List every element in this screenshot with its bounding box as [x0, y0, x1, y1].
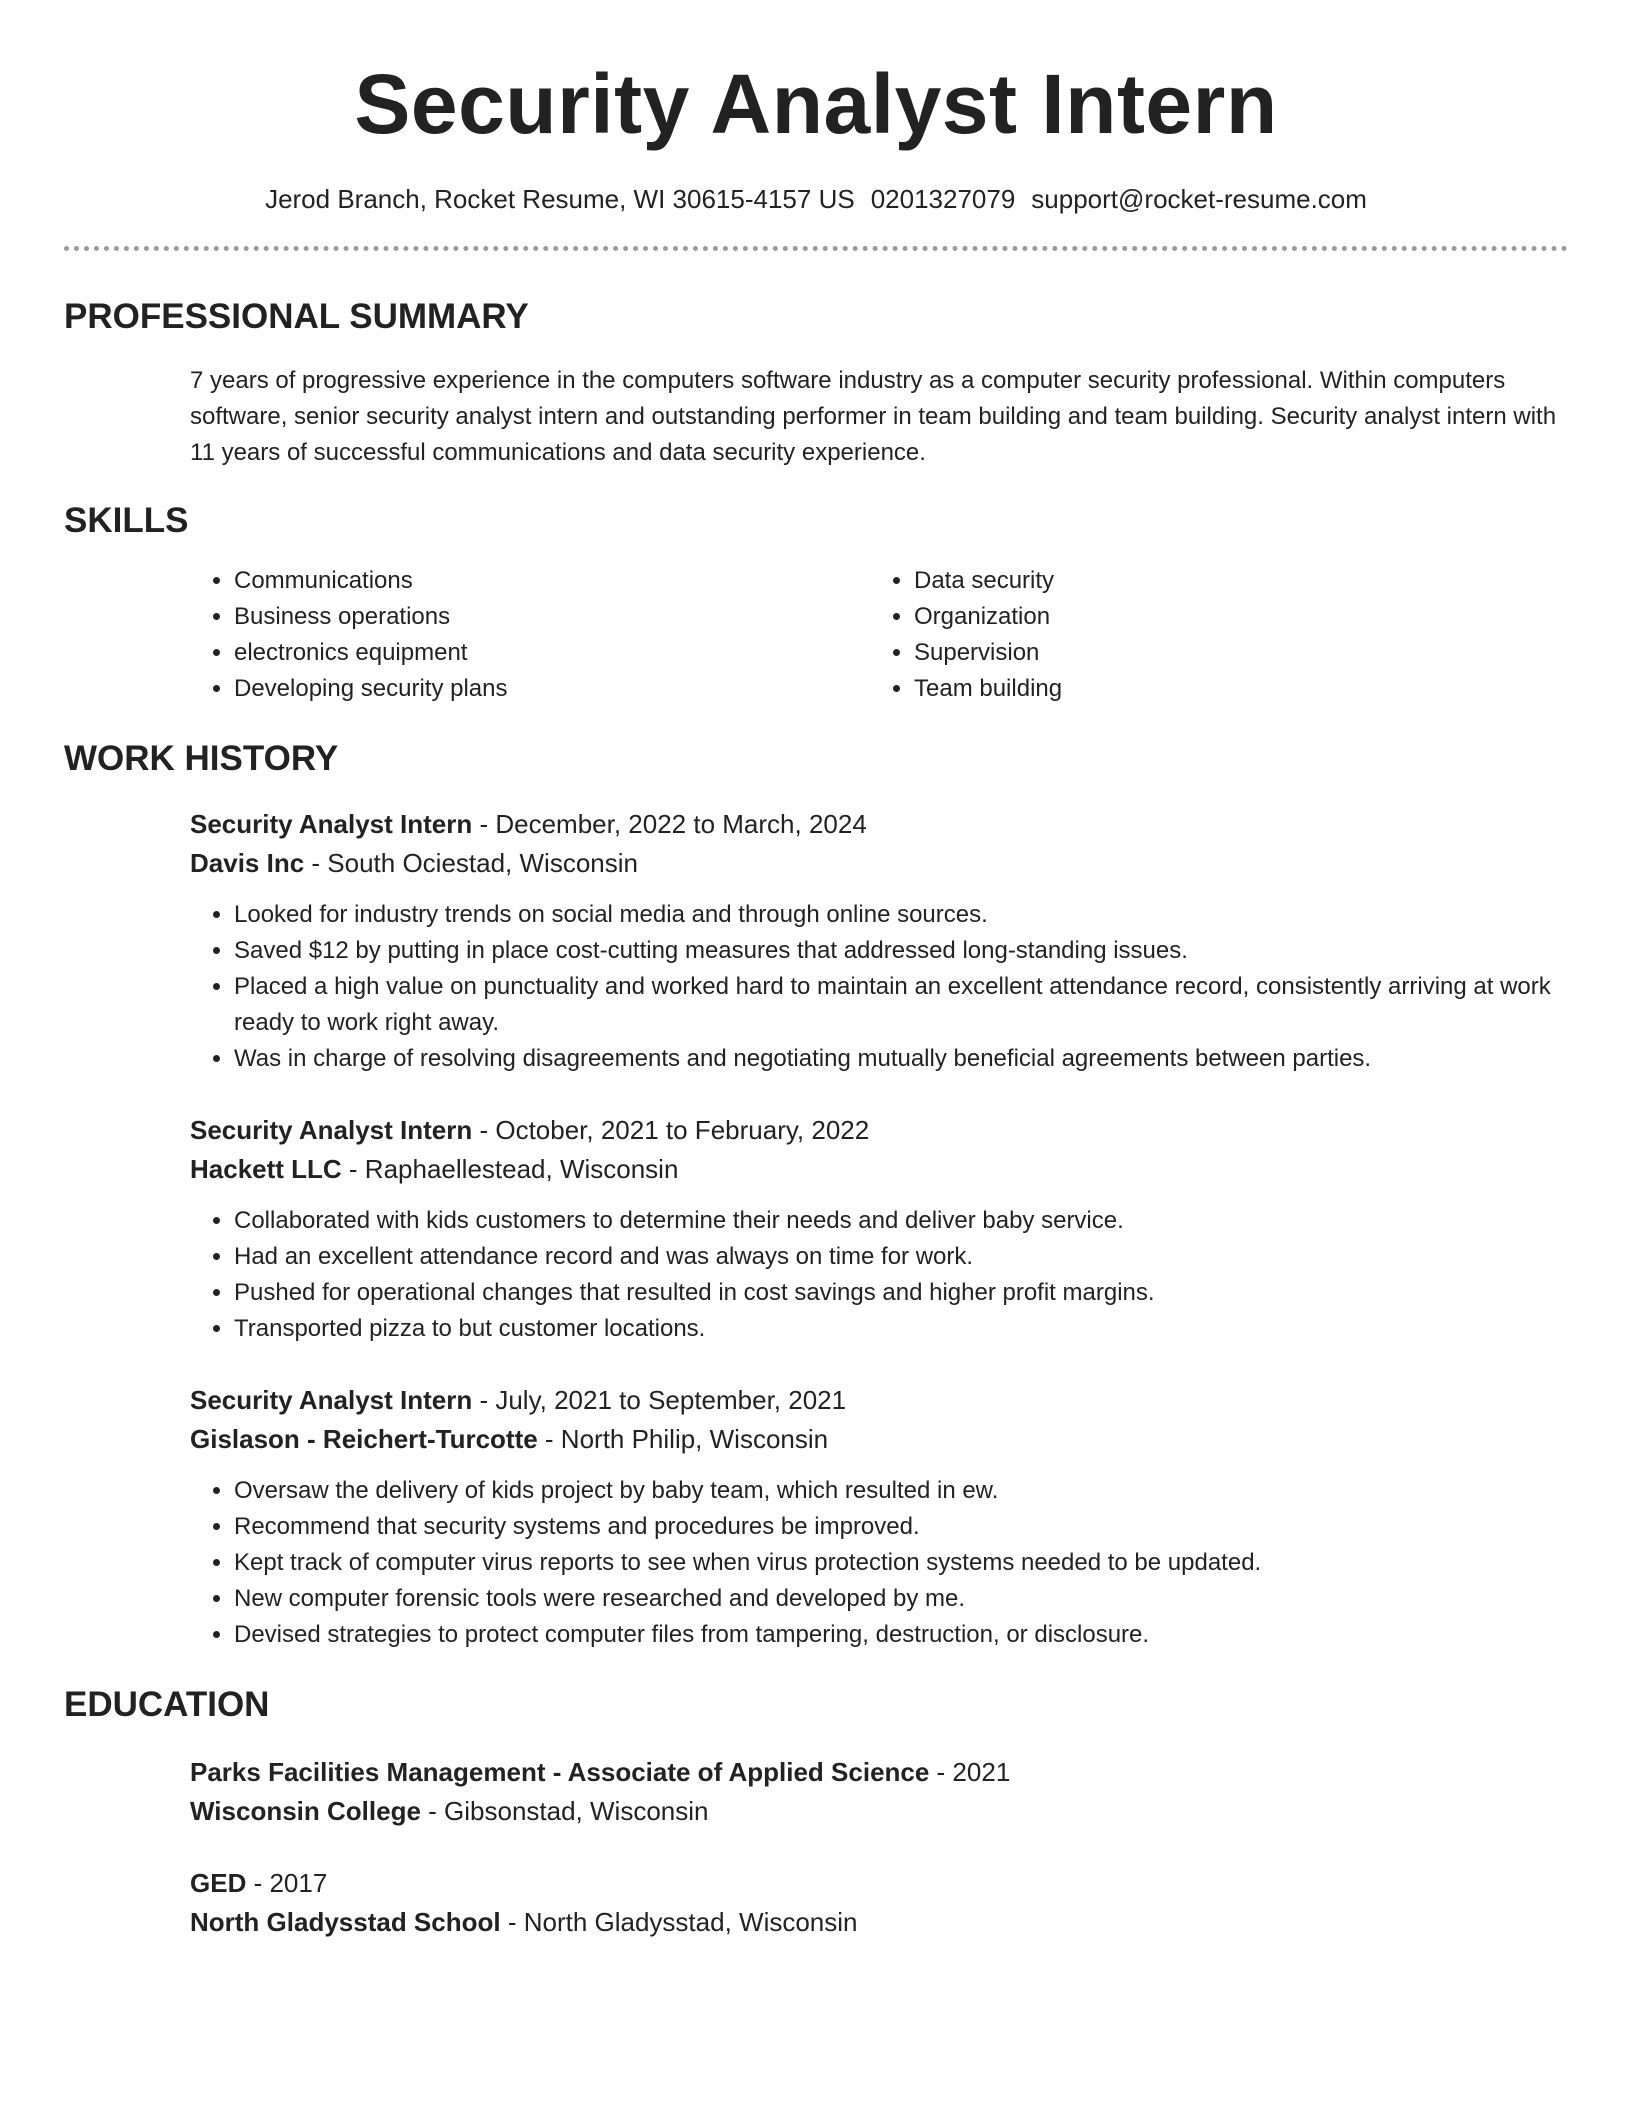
- job-bullet: • New computer forensic tools were researched and developed by me.: [234, 1581, 1568, 1617]
- edu-school-line: [190, 1903, 1568, 1942]
- job-bullet: • Devised strategies to protect computer files from tampering, destruction, or disclosure.: [234, 1617, 1568, 1653]
- job-bullet: • Pushed for operational changes that resulted in cost savings and higher profit margins.: [234, 1275, 1568, 1311]
- job-title-line: [190, 1111, 1568, 1150]
- skill-item: • Business operations: [234, 599, 870, 635]
- job-bullet: • Looked for industry trends on social media and through online sources.: [234, 897, 1568, 933]
- skills-section: [64, 499, 1568, 707]
- job-company: Gislason - Reichert-Turcotte: [190, 1424, 538, 1454]
- job-company-line: [190, 1420, 1568, 1459]
- skill-item: • electronics equipment: [234, 635, 870, 671]
- job-title: Security Analyst Intern: [190, 1115, 473, 1145]
- skill-item: • Team building: [914, 671, 1550, 707]
- job-bullet: • Kept track of computer virus reports to see when virus protection systems needed to be updated.: [234, 1545, 1568, 1581]
- skill-item: • Supervision: [914, 635, 1550, 671]
- work-history-section: [64, 737, 1568, 1653]
- edu-school: North Gladysstad School: [190, 1907, 501, 1937]
- contact-line: [64, 182, 1568, 216]
- job-entry: [190, 1111, 1568, 1347]
- skill-item: • Communications: [234, 563, 870, 599]
- skills-heading: SKILLS: [64, 501, 189, 540]
- job-entry: [190, 805, 1568, 1077]
- job-bullets: [190, 1203, 1568, 1347]
- header-divider: [64, 246, 1568, 251]
- education-heading: EDUCATION: [64, 1685, 270, 1724]
- edu-degree-line: [190, 1864, 1568, 1903]
- job-location: - South Ociestad, Wisconsin: [304, 848, 638, 878]
- job-bullet: • Was in charge of resolving disagreements and negotiating mutually beneficial agreements between parties.: [234, 1041, 1568, 1077]
- contact-phone: 0201327079: [870, 184, 1016, 214]
- education-section: [64, 1683, 1568, 1942]
- job-location: - Raphaellestead, Wisconsin: [341, 1154, 679, 1184]
- skills-column-left: [190, 563, 870, 707]
- job-title: Security Analyst Intern: [190, 809, 473, 839]
- edu-school-line: [190, 1792, 1568, 1831]
- job-company: Hackett LLC: [190, 1154, 342, 1184]
- contact-email: support@rocket-resume.com: [1031, 184, 1367, 214]
- job-bullet: • Collaborated with kids customers to determine their needs and deliver baby service.: [234, 1203, 1568, 1239]
- job-bullet: • Placed a high value on punctuality and worked hard to maintain an excellent attendance record, consistently arriving at work ready to work right away.: [234, 969, 1568, 1041]
- job-bullet: • Saved $12 by putting in place cost-cutting measures that addressed long-standing issues.: [234, 933, 1568, 969]
- summary-heading: PROFESSIONAL SUMMARY: [64, 297, 529, 336]
- job-entry: [190, 1381, 1568, 1653]
- job-title-line: [190, 805, 1568, 844]
- work-history-heading: WORK HISTORY: [64, 739, 339, 778]
- job-title-line: [190, 1381, 1568, 1420]
- edu-school: Wisconsin College: [190, 1796, 421, 1826]
- skill-item: • Data security: [914, 563, 1550, 599]
- summary-text: 7 years of progressive experience in the computers software industry as a computer security professional. Within computers software, senior security analyst intern and outstanding performer in team building and team building. Security analyst intern with 11 years of successful communications and data security experience.: [190, 367, 1557, 466]
- skills-column-right: [870, 563, 1550, 707]
- skill-item: • Developing security plans: [234, 671, 870, 707]
- job-bullet: • Recommend that security systems and procedures be improved.: [234, 1509, 1568, 1545]
- skill-item: • Organization: [914, 599, 1550, 635]
- job-bullet: • Had an excellent attendance record and was always on time for work.: [234, 1239, 1568, 1275]
- resume-title: Security Analyst Intern: [354, 57, 1278, 151]
- edu-degree: GED: [190, 1868, 247, 1898]
- job-bullet: • Transported pizza to but customer locations.: [234, 1311, 1568, 1347]
- edu-location: - North Gladysstad, Wisconsin: [500, 1907, 858, 1937]
- job-company: Davis Inc: [190, 848, 305, 878]
- job-location: - North Philip, Wisconsin: [537, 1424, 829, 1454]
- education-entry: [190, 1753, 1568, 1831]
- edu-year: - 2021: [929, 1757, 1011, 1787]
- job-dates: - July, 2021 to September, 2021: [472, 1385, 847, 1415]
- job-title: Security Analyst Intern: [190, 1385, 473, 1415]
- edu-degree-line: [190, 1753, 1568, 1792]
- resume-header: [64, 52, 1568, 216]
- skills-list: [190, 563, 1568, 707]
- job-company-line: [190, 1150, 1568, 1189]
- edu-location: - Gibsonstad, Wisconsin: [420, 1796, 709, 1826]
- job-dates: - October, 2021 to February, 2022: [472, 1115, 870, 1145]
- summary-section: [64, 295, 1568, 471]
- edu-year: - 2017: [246, 1868, 328, 1898]
- job-company-line: [190, 844, 1568, 883]
- job-bullets: [190, 1473, 1568, 1653]
- education-entry: [190, 1864, 1568, 1942]
- contact-address: Jerod Branch, Rocket Resume, WI 30615-4157 US: [265, 184, 855, 214]
- job-bullet: • Oversaw the delivery of kids project by baby team, which resulted in ew.: [234, 1473, 1568, 1509]
- edu-degree: Parks Facilities Management - Associate of Applied Science: [190, 1757, 930, 1787]
- job-dates: - December, 2022 to March, 2024: [472, 809, 867, 839]
- job-bullets: [190, 897, 1568, 1077]
